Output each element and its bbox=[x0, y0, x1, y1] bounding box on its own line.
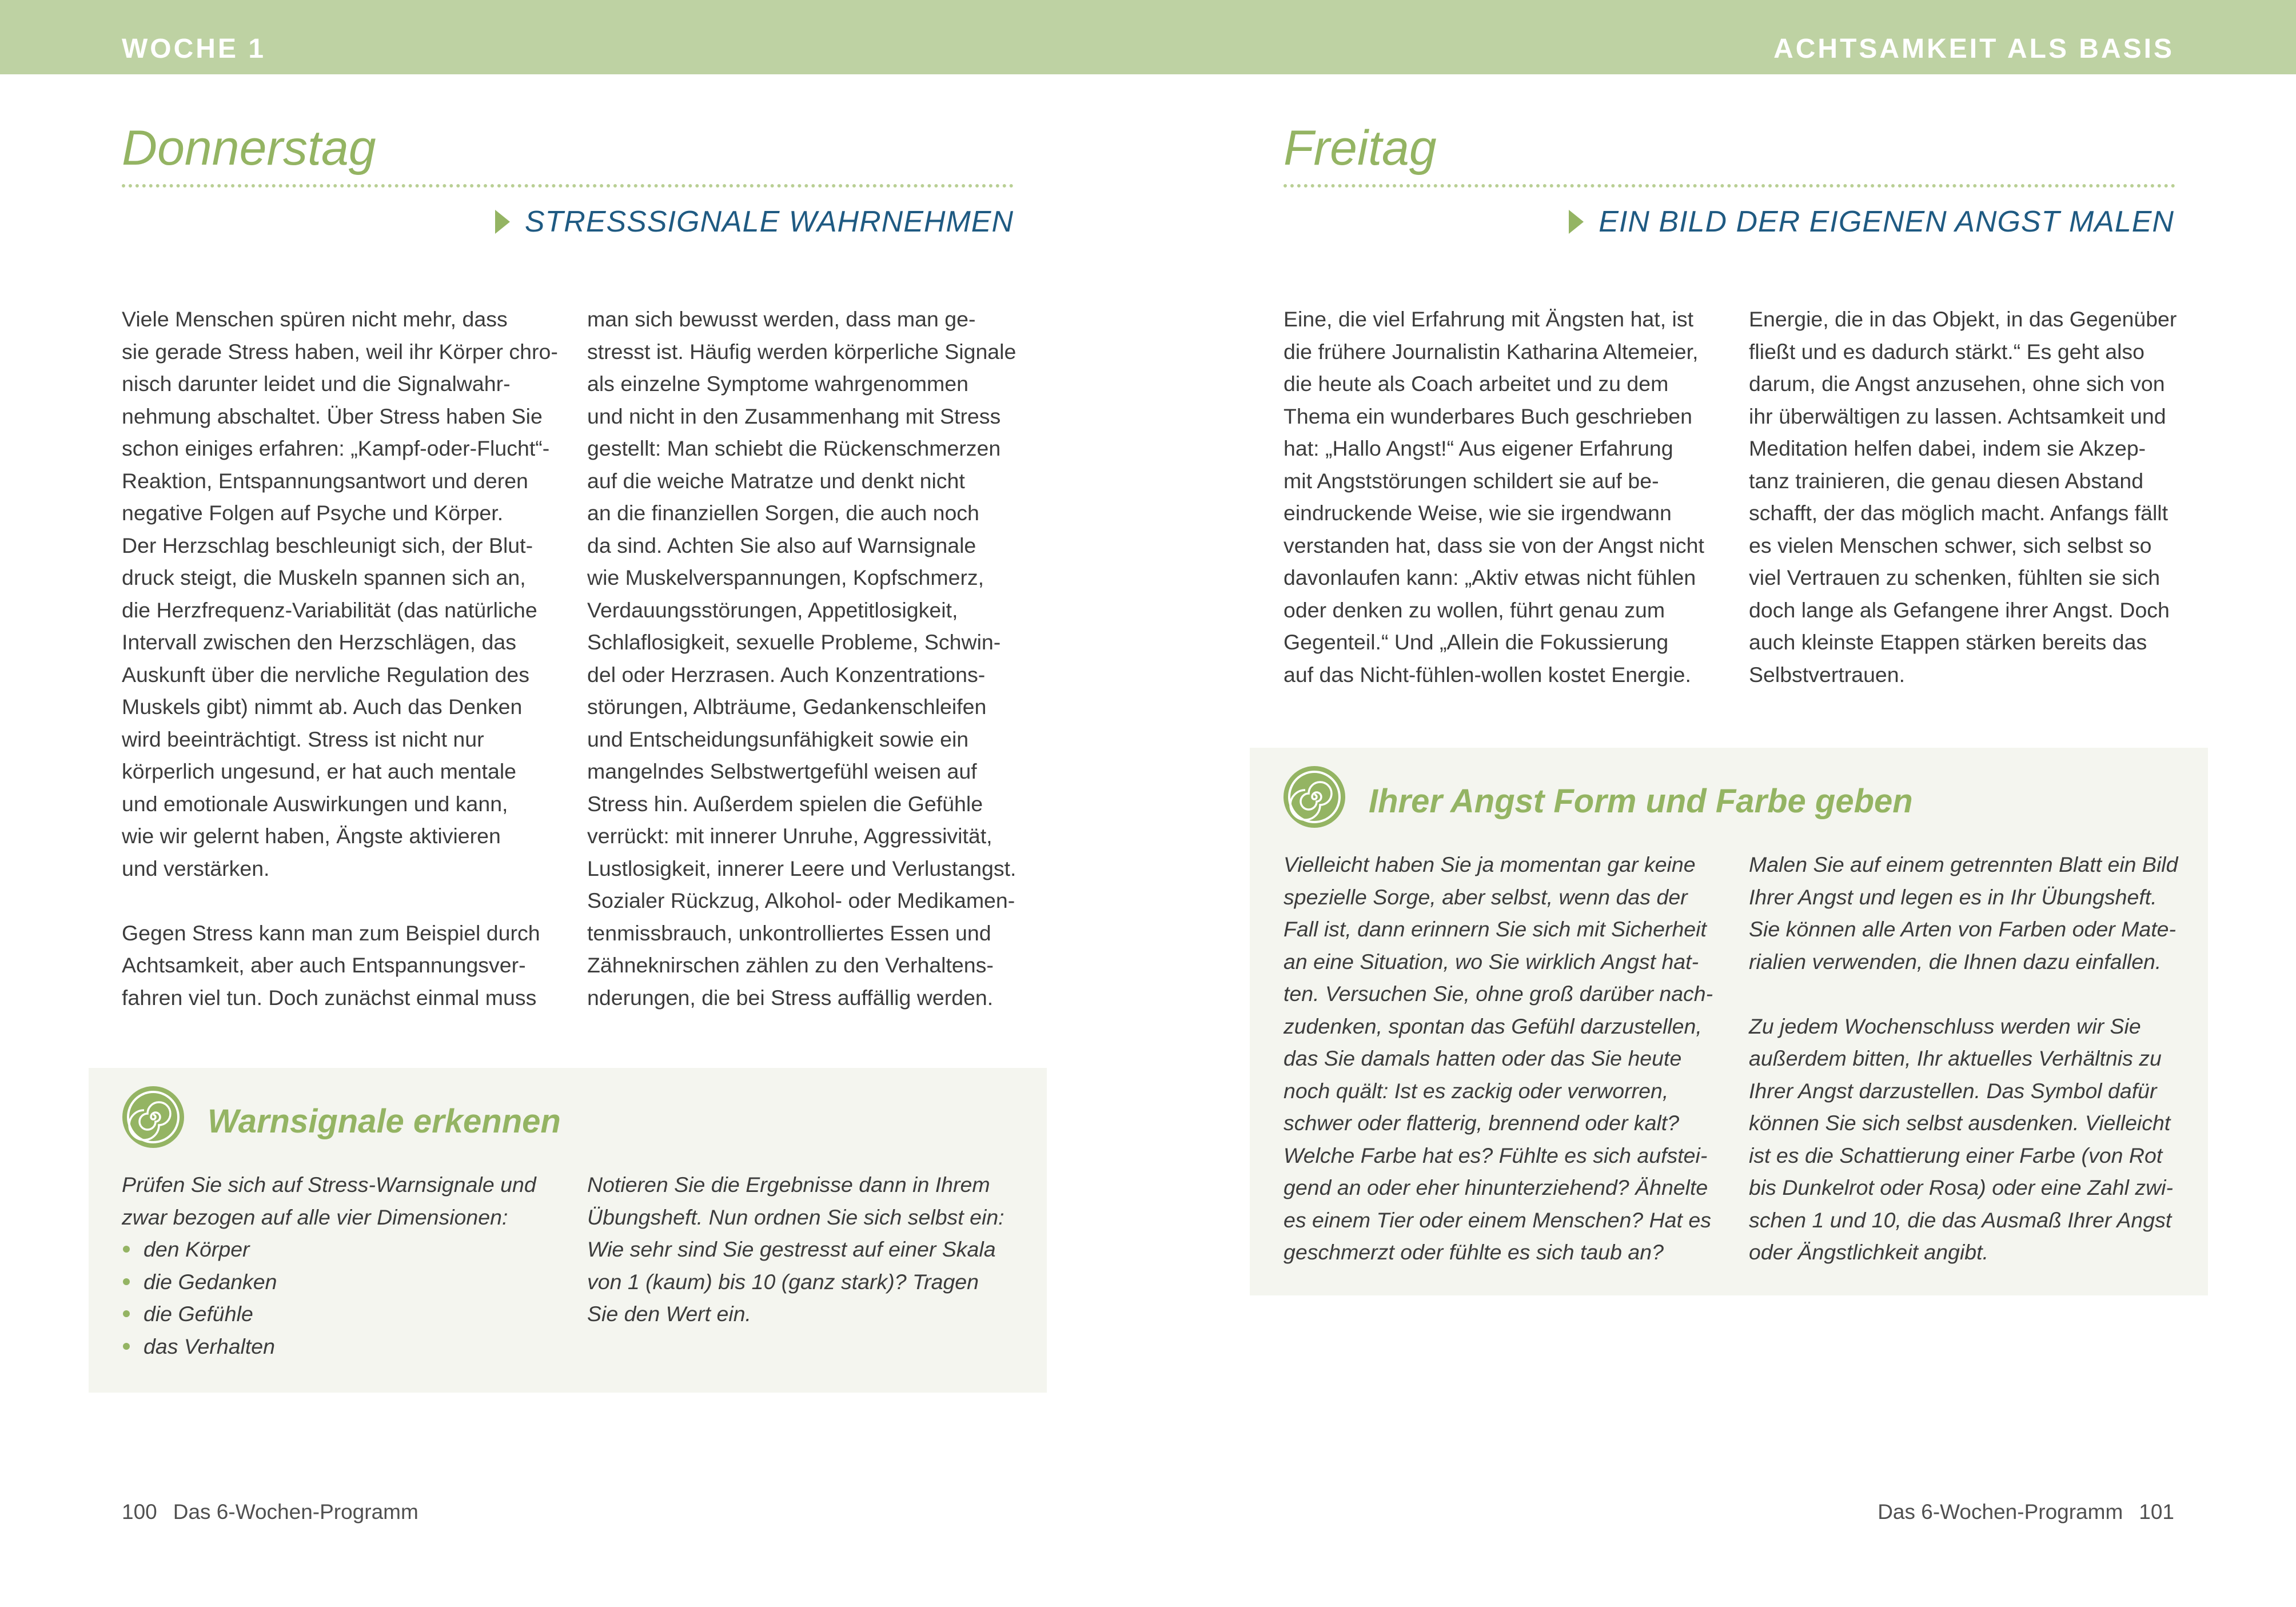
exercise-column-2: Malen Sie auf einem getrennten Blatt ein Bild Ihrer Angst und legen es in Ihr Übungsheft. Sie können alle Arten von Farben oder Mate- rialien verwenden, die Ihnen dazu einfallen. Zu jedem Wochenschluss werden wir Sie außerdem bitten, Ihr aktuelles Verhältnis zu Ihrer Angst darzustellen. Das Symbol dafür können Sie sich selbst ausdenken. Vielleicht ist es die Schattierung einer Farbe (von Rot bis Dunkelrot oder Rosa) oder eine Zahl zwi- schen 1 und 10, die das Ausmaß Ihrer Angst oder Ängstlichkeit angibt. bbox=[1749, 852, 2178, 1264]
exercise-column-1: Prüfen Sie sich auf Stress-Warnsignale und zwar bezogen auf alle vier Dimensionen: bbox=[122, 1173, 536, 1229]
body-column-2: man sich bewusst werden, dass man ge- stresst ist. Häufig werden körperliche Signale als einzelne Symptome wahrgenommen und nicht in den Zusammenhang mit Stress gestellt: Man schiebt die Rückenschmerzen auf die weiche Matratze und denkt nicht an die finanziellen Sorgen, die auch noch da sind. Achten Sie also auf Warnsignale wie Muskelverspannungen, Kopfschmerz, Verdauungsstörungen, Appetitlosigkeit, Schlaflosigkeit, sexuelle Probleme, Schwin- del oder Herzrasen. Auch Konzentrations- störungen, Albträume, Gedankenschleifen und Entscheidungsunfähigkeit sowie ein mangelndes Selbstwertgefühl weisen auf Stress hin. Außerdem spielen die Gefühle verrückt: mit innerer Unruhe, Aggressivität, Lustlosigkeit, innerer Leere und Verlustangst. Sozialer Rückzug, Alkohol- oder Medikamen- tenmissbrauch, unkontrolliertes Essen und Zähneknirschen zählen zu den Verhaltens- nderungen, die bei Stress auffällig werden. bbox=[587, 307, 1017, 1010]
exercise-column-1: Vielleicht haben Sie ja momentan gar keine spezielle Sorge, aber selbst, wenn das der Fall ist, dann erinnern Sie sich mit Sicherheit an eine Situation, wo Sie wirklich Angst hat- ten. Versuchen Sie, ohne groß darüber nach- zudenken, spontan das Gefühl darzustellen, das Sie damals hatten oder das Sie heute noch quält: Ist es zackig oder verworren, schwer oder flatterig, brennend oder kalt? Welche Farbe hat es? Fühlte es sich aufstei- gend an oder eher hinunterziehend? Ähnelte es einem Tier oder einem Menschen? Hat es geschmerzt oder fühlte es sich taub an? bbox=[1283, 852, 1713, 1264]
day-title: Donnerstag bbox=[122, 121, 376, 176]
exercise-box bbox=[1250, 748, 2208, 1295]
body-column-1: Eine, die viel Erfahrung mit Ängsten hat, ist die frühere Journalistin Katharina Altemeier, die heute als Coach arbeitet und zu dem Thema ein wunderbares Buch geschrieben hat: „Hallo Angst!“ Aus eigener Erfahrung mit Angststörungen schildert sie auf be- eindruckende Weise, wie sie irgendwann verstanden hat, dass sie von der Angst nicht davonlaufen kann: „Aktiv etwas nicht fühlen oder denken zu wollen, führt genau zum Gegenteil.“ Und „Allein die Fokussierung auf das Nicht-fühlen-wollen kostet Energie. bbox=[1283, 307, 1704, 687]
footer-title: Das 6-Wochen-Programm bbox=[173, 1500, 418, 1524]
section-subtitle bbox=[1569, 205, 2174, 239]
triangle-right-icon bbox=[1569, 210, 1584, 234]
exercise-box bbox=[89, 1068, 1047, 1393]
section-subtitle-text: STRESSSIGNALE WAHRNEHMEN bbox=[524, 205, 1014, 238]
dotted-divider bbox=[122, 184, 1014, 188]
exercise-title: Warnsignale erkennen bbox=[208, 1103, 561, 1140]
spiral-icon bbox=[1282, 765, 1346, 829]
section-subtitle-text: EIN BILD DER EIGENEN ANGST MALEN bbox=[1599, 205, 2174, 238]
dotted-divider bbox=[1283, 184, 2175, 188]
right-page bbox=[1148, 0, 2296, 1607]
body-column-1: Viele Menschen spüren nicht mehr, dass sie gerade Stress haben, weil ihr Körper chro- nisch darunter leidet und die Signalwahr- nehmung abschaltet. Über Stress haben Sie schon einiges erfahren: „Kampf-oder-Flucht“- Reaktion, Entspannungsantwort und deren negative Folgen auf Psyche und Körper. Der Herzschlag beschleunigt sich, der Blut- druck steigt, die Muskeln spannen sich an, die Herzfrequenz-Variabilität (das natürliche Intervall zwischen den Herzschlägen, das Auskunft über die nervliche Regulation des Muskels gibt) nimmt ab. Auch das Denken wird beeinträchtigt. Stress ist nicht nur körperlich ungesund, er hat auch mentale und emotionale Auswirkungen und kann, wie wir gelernt haben, Ängste aktivieren und verstärken. Gegen Stress kann man zum Beispiel durch Achtsamkeit, aber auch Entspannungsver- fahren viel tun. Doch zunächst einmal muss bbox=[122, 307, 558, 1010]
day-title: Freitag bbox=[1283, 121, 1437, 176]
page-number: 100 bbox=[122, 1500, 157, 1524]
bullet-list bbox=[122, 1233, 277, 1362]
spiral-icon bbox=[121, 1085, 185, 1149]
list-item: den Körper bbox=[122, 1233, 277, 1266]
list-item: die Gedanken bbox=[122, 1266, 277, 1298]
footer-title: Das 6-Wochen-Programm bbox=[1878, 1500, 2123, 1524]
header-left-label: WOCHE 1 bbox=[122, 34, 266, 64]
exercise-title: Ihrer Angst Form und Farbe geben bbox=[1369, 783, 1913, 820]
list-item: das Verhalten bbox=[122, 1330, 277, 1363]
triangle-right-icon bbox=[495, 210, 510, 234]
section-subtitle bbox=[495, 205, 1014, 239]
page-number: 101 bbox=[2139, 1500, 2174, 1524]
body-column-2: Energie, die in das Objekt, in das Gegenüber fließt und es dadurch stärkt.“ Es geht also darum, die Angst anzusehen, ohne sich von ihr überwältigen zu lassen. Achtsamkeit und Meditation helfen dabei, indem sie Akzep- tanz trainieren, die genau diesen Abstand schafft, der das möglich macht. Anfangs fällt es vielen Menschen schwer, sich selbst so viel Vertrauen zu schenken, fühlten sie sich doch lange als Gefangene ihrer Angst. Doch auch kleinste Etappen stärken bereits das Selbstvertrauen. bbox=[1749, 307, 2177, 687]
exercise-column-2: Notieren Sie die Ergebnisse dann in Ihrem Übungsheft. Nun ordnen Sie sich selbst ein: Wie sehr sind Sie gestresst auf einer Skala von 1 (kaum) bis 10 (ganz stark)? Tragen Sie den Wert ein. bbox=[587, 1173, 1005, 1326]
list-item: die Gefühle bbox=[122, 1298, 277, 1330]
page-footer bbox=[122, 1500, 418, 1524]
header-right-label: ACHTSAMKEIT ALS BASIS bbox=[1773, 34, 2174, 64]
page-footer bbox=[1878, 1500, 2174, 1524]
